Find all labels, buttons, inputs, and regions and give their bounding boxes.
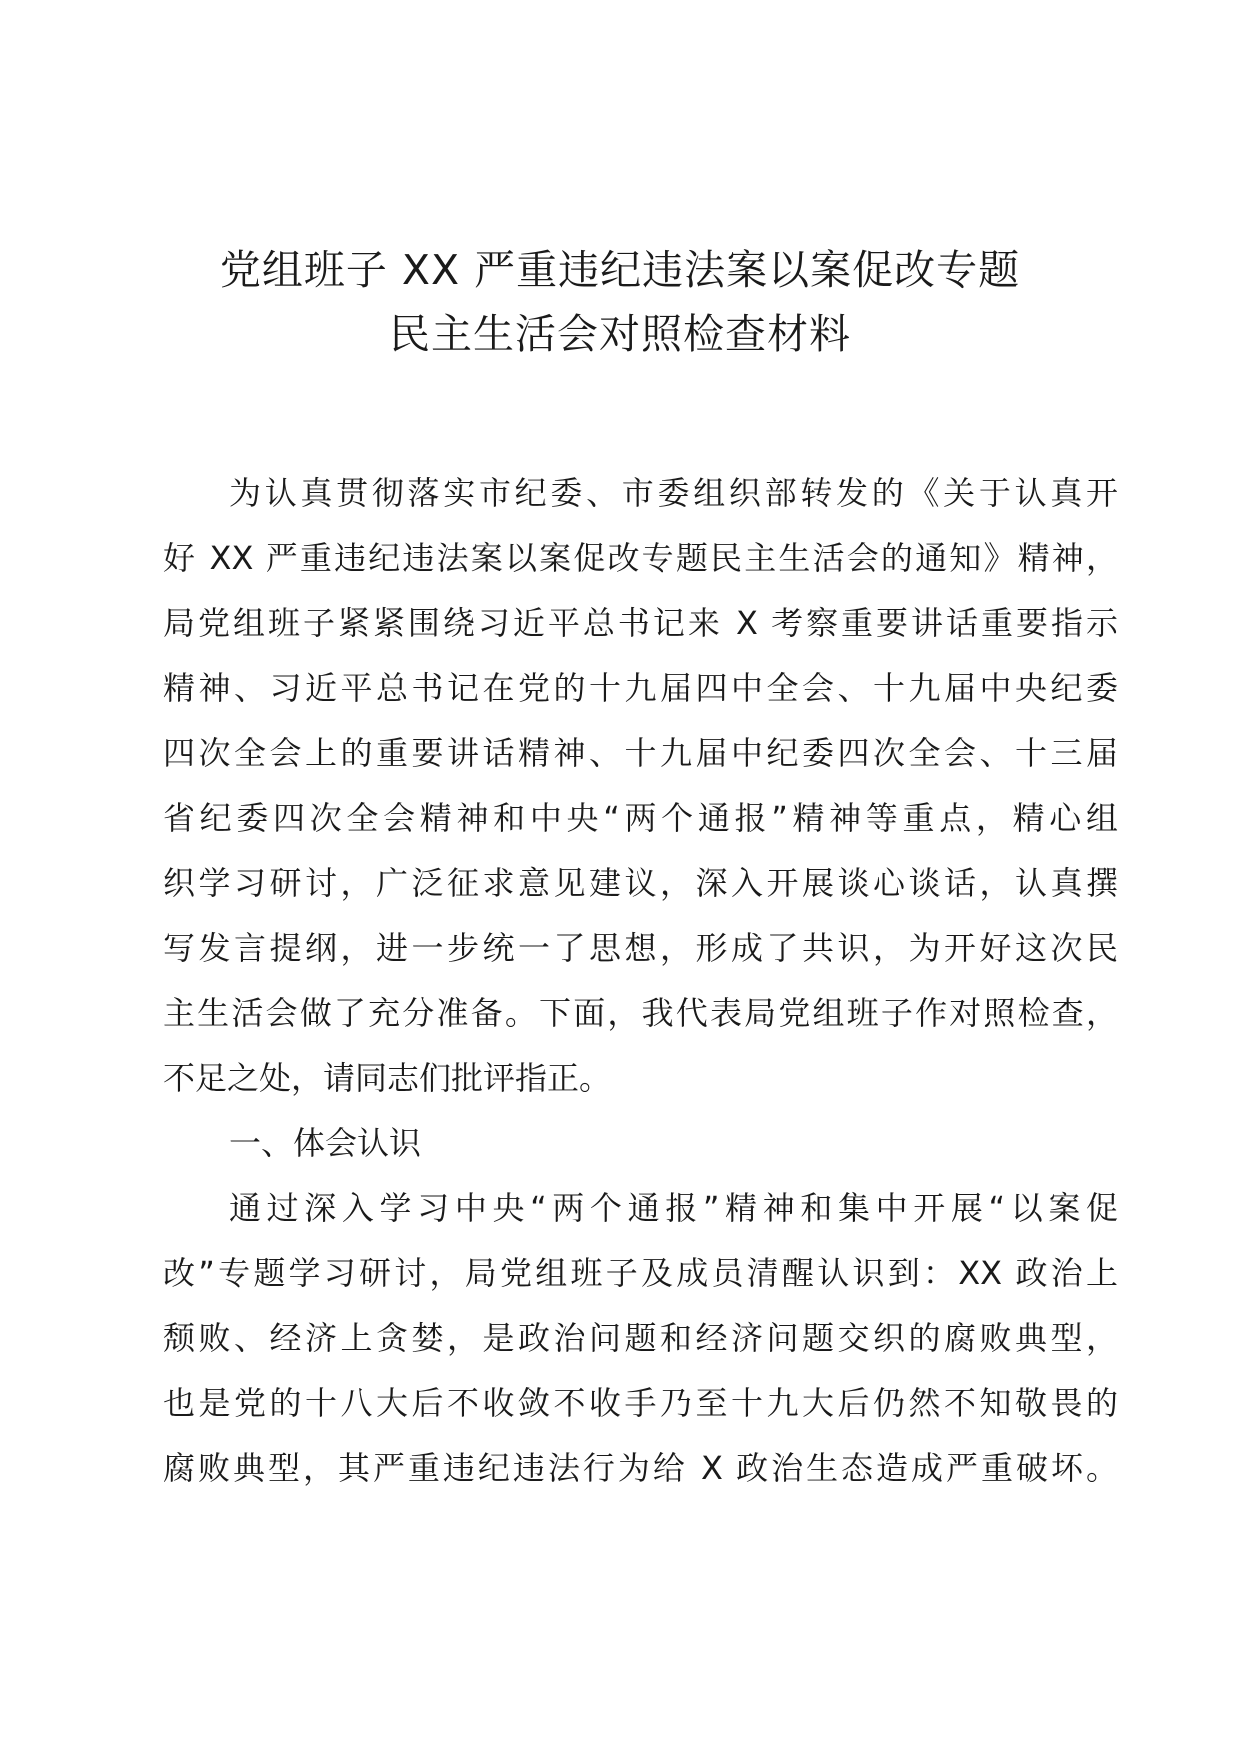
document-title [120,238,1120,366]
paragraph-1-line-4: 精神、习近平总书记在党的十九届四中全会、十九届中央纪委 [163,669,1118,707]
paragraph-1-line-7: 织学习研讨，广泛征求意见建议，深入开展谈心谈话，认真撰 [163,864,1118,902]
paragraph-1-line-8: 写发言提纲，进一步统一了思想，形成了共识，为开好这次民 [163,929,1118,967]
paragraph-1-line-1: 为认真贯彻落实市纪委、市委组织部转发的《关于认真开 [229,474,1118,512]
paragraph-1-line-5: 四次全会上的重要讲话精神、十九届中纪委四次全会、十三届 [163,734,1118,772]
paragraph-1-line-2: 好 XX 严重违纪违法案以案促改专题民主生活会的通知》精神， [163,539,1118,577]
title-line-1: 党组班子 XX 严重违纪违法案以案促改专题 [219,246,1021,294]
title-line-2: 民主生活会对照检查材料 [389,310,851,358]
paragraph-1-line-6: 省纪委四次全会精神和中央“两个通报”精神等重点，精心组 [163,799,1118,837]
paragraph-2-line-3: 颓败、经济上贪婪，是政治问题和经济问题交织的腐败典型， [163,1319,1118,1357]
document-body [163,461,1118,1501]
paragraph-1-line-3: 局党组班子紧紧围绕习近平总书记来 X 考察重要讲话重要指示 [163,604,1118,642]
paragraph-2-line-4: 也是党的十八大后不收敛不收手乃至十九大后仍然不知敬畏的 [163,1384,1118,1422]
paragraph-2-line-2: 改”专题学习研讨，局党组班子及成员清醒认识到：XX 政治上 [163,1254,1118,1292]
paragraph-1-line-9: 主生活会做了充分准备。下面，我代表局党组班子作对照检查， [163,994,1118,1032]
paragraph-2-line-1: 通过深入学习中央“两个通报”精神和集中开展“以案促 [229,1189,1118,1227]
paragraph-2-line-5: 腐败典型，其严重违纪违法行为给 X 政治生态造成严重破坏。 [163,1449,1118,1487]
paragraph-1-line-10: 不足之处，请同志们批评指正。 [163,1059,612,1097]
section-heading: 一、体会认识 [229,1124,422,1162]
